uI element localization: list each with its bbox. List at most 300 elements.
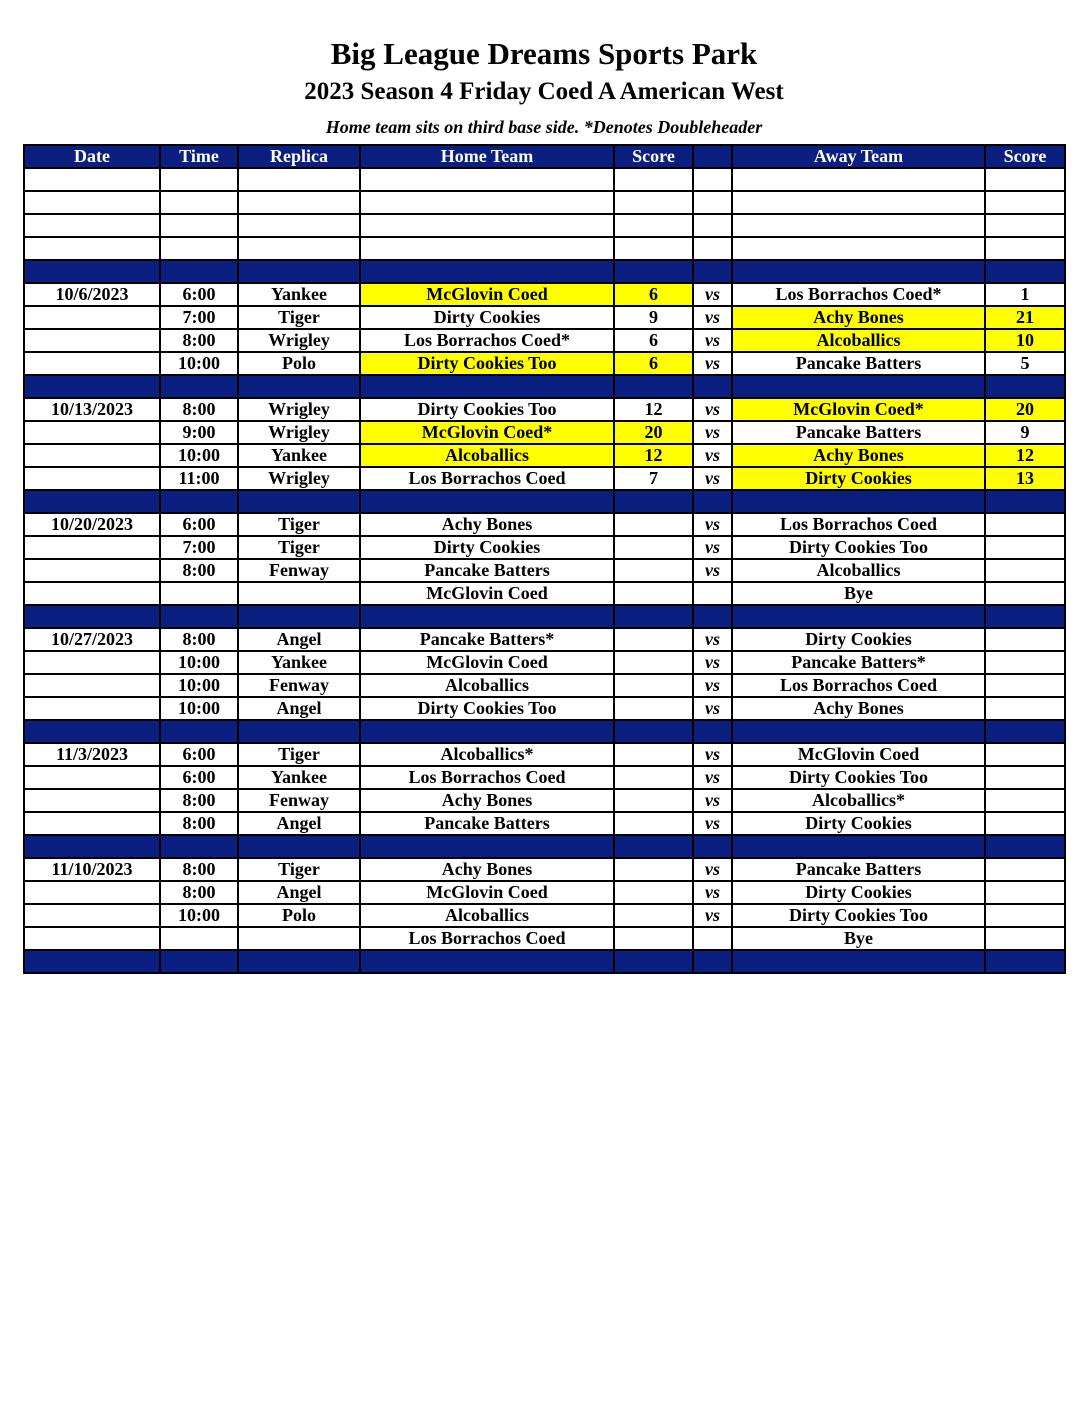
away-team-cell: Achy Bones bbox=[732, 306, 985, 329]
replica-cell: Angel bbox=[238, 628, 360, 651]
away-team-cell: McGlovin Coed* bbox=[732, 398, 985, 421]
time-cell: 8:00 bbox=[160, 398, 238, 421]
separator-row bbox=[24, 260, 1065, 283]
date-cell bbox=[24, 237, 160, 260]
replica-cell bbox=[238, 237, 360, 260]
home-score-cell bbox=[614, 628, 693, 651]
home-score-cell bbox=[614, 927, 693, 950]
vs-cell bbox=[693, 835, 732, 858]
game-row bbox=[24, 513, 1065, 536]
date-cell: 10/20/2023 bbox=[24, 513, 160, 536]
replica-cell bbox=[238, 720, 360, 743]
away-team-cell: Dirty Cookies bbox=[732, 812, 985, 835]
time-cell: 10:00 bbox=[160, 352, 238, 375]
home-score-cell bbox=[614, 536, 693, 559]
replica-cell: Wrigley bbox=[238, 467, 360, 490]
home-score-cell: 6 bbox=[614, 283, 693, 306]
vs-cell: vs bbox=[693, 789, 732, 812]
home-team-cell: Achy Bones bbox=[360, 789, 614, 812]
away-team-cell: Dirty Cookies bbox=[732, 467, 985, 490]
replica-cell bbox=[238, 582, 360, 605]
date-cell: 10/13/2023 bbox=[24, 398, 160, 421]
home-score-cell bbox=[614, 375, 693, 398]
home-team-cell: Los Borrachos Coed bbox=[360, 766, 614, 789]
vs-cell bbox=[693, 605, 732, 628]
home-team-cell bbox=[360, 950, 614, 973]
time-cell bbox=[160, 490, 238, 513]
away-score-cell bbox=[985, 651, 1065, 674]
time-cell bbox=[160, 835, 238, 858]
home-score-cell: 6 bbox=[614, 329, 693, 352]
home-team-cell: Los Borrachos Coed* bbox=[360, 329, 614, 352]
date-cell bbox=[24, 421, 160, 444]
home-team-cell bbox=[360, 835, 614, 858]
date-cell bbox=[24, 306, 160, 329]
replica-cell: Angel bbox=[238, 812, 360, 835]
home-team-cell: Dirty Cookies Too bbox=[360, 398, 614, 421]
home-score-cell bbox=[614, 858, 693, 881]
vs-cell: vs bbox=[693, 467, 732, 490]
away-score-cell bbox=[985, 720, 1065, 743]
home-team-cell: Achy Bones bbox=[360, 513, 614, 536]
home-score-cell: 7 bbox=[614, 467, 693, 490]
time-cell: 8:00 bbox=[160, 559, 238, 582]
replica-cell: Yankee bbox=[238, 651, 360, 674]
replica-cell bbox=[238, 490, 360, 513]
vs-cell: vs bbox=[693, 904, 732, 927]
home-team-cell: Los Borrachos Coed bbox=[360, 467, 614, 490]
home-team-cell bbox=[360, 260, 614, 283]
home-team-cell bbox=[360, 191, 614, 214]
vs-cell: vs bbox=[693, 628, 732, 651]
separator-row bbox=[24, 950, 1065, 973]
time-cell: 6:00 bbox=[160, 513, 238, 536]
vs-cell: vs bbox=[693, 766, 732, 789]
home-team-cell: Los Borrachos Coed bbox=[360, 927, 614, 950]
vs-cell: vs bbox=[693, 674, 732, 697]
game-row bbox=[24, 283, 1065, 306]
away-team-cell bbox=[732, 375, 985, 398]
time-cell bbox=[160, 605, 238, 628]
home-score-cell bbox=[614, 237, 693, 260]
schedule-note: Home team sits on third base side. *Denotes Doubleheader bbox=[325, 117, 763, 137]
home-score-cell bbox=[614, 582, 693, 605]
vs-cell bbox=[693, 490, 732, 513]
blank-row bbox=[24, 191, 1065, 214]
replica-cell: Yankee bbox=[238, 444, 360, 467]
time-cell: 6:00 bbox=[160, 743, 238, 766]
date-cell bbox=[24, 881, 160, 904]
date-cell bbox=[24, 490, 160, 513]
vs-cell: vs bbox=[693, 536, 732, 559]
game-row bbox=[24, 789, 1065, 812]
date-cell: 10/27/2023 bbox=[24, 628, 160, 651]
replica-cell: Yankee bbox=[238, 283, 360, 306]
home-score-cell bbox=[614, 743, 693, 766]
time-cell: 8:00 bbox=[160, 789, 238, 812]
home-team-cell: McGlovin Coed bbox=[360, 582, 614, 605]
separator-row bbox=[24, 490, 1065, 513]
vs-cell bbox=[693, 375, 732, 398]
home-team-cell: Dirty Cookies bbox=[360, 306, 614, 329]
replica-cell: Tiger bbox=[238, 743, 360, 766]
replica-cell bbox=[238, 375, 360, 398]
home-score-cell bbox=[614, 513, 693, 536]
vs-cell: vs bbox=[693, 858, 732, 881]
time-cell: 7:00 bbox=[160, 306, 238, 329]
home-score-cell bbox=[614, 605, 693, 628]
replica-cell: Tiger bbox=[238, 513, 360, 536]
away-team-cell: Achy Bones bbox=[732, 444, 985, 467]
replica-cell: Wrigley bbox=[238, 398, 360, 421]
page-subtitle: 2023 Season 4 Friday Coed A American West bbox=[304, 78, 784, 105]
separator-row bbox=[24, 720, 1065, 743]
home-team-cell: Pancake Batters bbox=[360, 812, 614, 835]
schedule-table bbox=[23, 144, 1066, 974]
time-cell: 10:00 bbox=[160, 697, 238, 720]
replica-cell bbox=[238, 950, 360, 973]
away-score-cell: 21 bbox=[985, 306, 1065, 329]
game-row bbox=[24, 766, 1065, 789]
vs-cell bbox=[693, 214, 732, 237]
home-score-cell bbox=[614, 904, 693, 927]
home-score-cell bbox=[614, 674, 693, 697]
home-team-cell bbox=[360, 605, 614, 628]
away-score-cell bbox=[985, 490, 1065, 513]
time-cell bbox=[160, 582, 238, 605]
date-cell bbox=[24, 697, 160, 720]
replica-cell bbox=[238, 191, 360, 214]
away-team-cell: Pancake Batters bbox=[732, 858, 985, 881]
away-team-cell: Los Borrachos Coed bbox=[732, 513, 985, 536]
time-cell bbox=[160, 191, 238, 214]
away-team-cell bbox=[732, 605, 985, 628]
away-score-cell bbox=[985, 260, 1065, 283]
date-cell bbox=[24, 789, 160, 812]
time-cell: 6:00 bbox=[160, 283, 238, 306]
away-team-cell bbox=[732, 260, 985, 283]
vs-cell: vs bbox=[693, 329, 732, 352]
game-row bbox=[24, 467, 1065, 490]
date-cell: 10/6/2023 bbox=[24, 283, 160, 306]
home-score-cell bbox=[614, 191, 693, 214]
date-cell bbox=[24, 812, 160, 835]
home-team-cell: Dirty Cookies Too bbox=[360, 352, 614, 375]
home-team-cell bbox=[360, 375, 614, 398]
home-team-cell bbox=[360, 168, 614, 191]
away-team-cell bbox=[732, 214, 985, 237]
replica-cell: Wrigley bbox=[238, 421, 360, 444]
time-cell bbox=[160, 237, 238, 260]
away-team-cell: Alcoballics bbox=[732, 329, 985, 352]
time-cell bbox=[160, 950, 238, 973]
home-score-cell bbox=[614, 950, 693, 973]
time-cell bbox=[160, 214, 238, 237]
away-team-cell: Achy Bones bbox=[732, 697, 985, 720]
home-score-cell: 6 bbox=[614, 352, 693, 375]
home-team-cell: McGlovin Coed bbox=[360, 283, 614, 306]
home-team-cell: Achy Bones bbox=[360, 858, 614, 881]
time-cell: 7:00 bbox=[160, 536, 238, 559]
away-score-cell: 20 bbox=[985, 398, 1065, 421]
date-cell bbox=[24, 950, 160, 973]
date-cell bbox=[24, 766, 160, 789]
date-cell bbox=[24, 605, 160, 628]
time-cell bbox=[160, 375, 238, 398]
separator-row bbox=[24, 605, 1065, 628]
vs-cell bbox=[693, 582, 732, 605]
away-score-cell bbox=[985, 927, 1065, 950]
home-score-cell bbox=[614, 720, 693, 743]
vs-cell: vs bbox=[693, 743, 732, 766]
date-cell bbox=[24, 444, 160, 467]
schedule-body bbox=[24, 168, 1065, 973]
date-cell bbox=[24, 191, 160, 214]
game-row bbox=[24, 444, 1065, 467]
time-cell: 8:00 bbox=[160, 858, 238, 881]
blank-row bbox=[24, 168, 1065, 191]
date-cell bbox=[24, 582, 160, 605]
header-replica: Replica bbox=[238, 145, 360, 168]
away-team-cell: McGlovin Coed bbox=[732, 743, 985, 766]
vs-cell: vs bbox=[693, 421, 732, 444]
away-team-cell bbox=[732, 168, 985, 191]
home-team-cell: McGlovin Coed bbox=[360, 651, 614, 674]
home-team-cell bbox=[360, 490, 614, 513]
home-score-cell: 9 bbox=[614, 306, 693, 329]
vs-cell bbox=[693, 191, 732, 214]
game-row bbox=[24, 306, 1065, 329]
away-score-cell: 13 bbox=[985, 467, 1065, 490]
vs-cell: vs bbox=[693, 697, 732, 720]
away-team-cell: Pancake Batters* bbox=[732, 651, 985, 674]
away-score-cell bbox=[985, 513, 1065, 536]
time-cell bbox=[160, 927, 238, 950]
away-score-cell bbox=[985, 858, 1065, 881]
time-cell: 8:00 bbox=[160, 812, 238, 835]
game-row bbox=[24, 398, 1065, 421]
time-cell: 10:00 bbox=[160, 674, 238, 697]
away-score-cell bbox=[985, 674, 1065, 697]
game-row bbox=[24, 812, 1065, 835]
away-score-cell bbox=[985, 168, 1065, 191]
away-score-cell bbox=[985, 559, 1065, 582]
home-team-cell: Pancake Batters* bbox=[360, 628, 614, 651]
vs-cell: vs bbox=[693, 651, 732, 674]
home-score-cell bbox=[614, 651, 693, 674]
time-cell: 11:00 bbox=[160, 467, 238, 490]
vs-cell bbox=[693, 168, 732, 191]
vs-cell: vs bbox=[693, 881, 732, 904]
time-cell: 10:00 bbox=[160, 651, 238, 674]
away-team-cell: Dirty Cookies Too bbox=[732, 536, 985, 559]
game-row bbox=[24, 881, 1065, 904]
away-team-cell bbox=[732, 191, 985, 214]
away-score-cell bbox=[985, 812, 1065, 835]
away-score-cell bbox=[985, 375, 1065, 398]
date-cell: 11/3/2023 bbox=[24, 743, 160, 766]
date-cell bbox=[24, 720, 160, 743]
time-cell: 6:00 bbox=[160, 766, 238, 789]
date-cell bbox=[24, 352, 160, 375]
away-score-cell bbox=[985, 789, 1065, 812]
replica-cell: Polo bbox=[238, 904, 360, 927]
away-team-cell: Alcoballics bbox=[732, 559, 985, 582]
game-row bbox=[24, 421, 1065, 444]
game-row bbox=[24, 536, 1065, 559]
away-score-cell bbox=[985, 237, 1065, 260]
home-score-cell: 20 bbox=[614, 421, 693, 444]
replica-cell bbox=[238, 605, 360, 628]
away-score-cell bbox=[985, 950, 1065, 973]
replica-cell: Tiger bbox=[238, 858, 360, 881]
date-cell bbox=[24, 536, 160, 559]
away-team-cell: Los Borrachos Coed* bbox=[732, 283, 985, 306]
away-score-cell bbox=[985, 214, 1065, 237]
separator-row bbox=[24, 835, 1065, 858]
date-cell bbox=[24, 168, 160, 191]
vs-cell: vs bbox=[693, 444, 732, 467]
vs-cell bbox=[693, 260, 732, 283]
home-score-cell bbox=[614, 881, 693, 904]
home-team-cell bbox=[360, 214, 614, 237]
time-cell: 8:00 bbox=[160, 628, 238, 651]
game-row bbox=[24, 628, 1065, 651]
game-row bbox=[24, 697, 1065, 720]
replica-cell bbox=[238, 835, 360, 858]
away-team-cell: Dirty Cookies Too bbox=[732, 904, 985, 927]
home-team-cell: McGlovin Coed* bbox=[360, 421, 614, 444]
game-row bbox=[24, 927, 1065, 950]
replica-cell: Tiger bbox=[238, 536, 360, 559]
time-cell: 8:00 bbox=[160, 881, 238, 904]
time-cell bbox=[160, 720, 238, 743]
replica-cell: Polo bbox=[238, 352, 360, 375]
replica-cell: Tiger bbox=[238, 306, 360, 329]
vs-cell: vs bbox=[693, 398, 732, 421]
away-team-cell: Dirty Cookies bbox=[732, 881, 985, 904]
away-score-cell bbox=[985, 582, 1065, 605]
date-cell bbox=[24, 674, 160, 697]
header-away-team: Away Team bbox=[732, 145, 985, 168]
header-time: Time bbox=[160, 145, 238, 168]
vs-cell: vs bbox=[693, 559, 732, 582]
date-cell bbox=[24, 329, 160, 352]
away-team-cell: Dirty Cookies bbox=[732, 628, 985, 651]
home-team-cell: McGlovin Coed bbox=[360, 881, 614, 904]
game-row bbox=[24, 582, 1065, 605]
home-team-cell: Dirty Cookies Too bbox=[360, 697, 614, 720]
header-home-team: Home Team bbox=[360, 145, 614, 168]
away-score-cell bbox=[985, 697, 1065, 720]
vs-cell bbox=[693, 950, 732, 973]
away-team-cell: Dirty Cookies Too bbox=[732, 766, 985, 789]
away-team-cell bbox=[732, 237, 985, 260]
game-row bbox=[24, 559, 1065, 582]
date-cell bbox=[24, 260, 160, 283]
vs-cell: vs bbox=[693, 352, 732, 375]
away-score-cell: 5 bbox=[985, 352, 1065, 375]
date-cell: 11/10/2023 bbox=[24, 858, 160, 881]
replica-cell: Wrigley bbox=[238, 329, 360, 352]
away-score-cell bbox=[985, 881, 1065, 904]
home-team-cell: Alcoballics bbox=[360, 674, 614, 697]
away-score-cell bbox=[985, 605, 1065, 628]
vs-cell bbox=[693, 237, 732, 260]
away-team-cell bbox=[732, 835, 985, 858]
home-team-cell: Pancake Batters bbox=[360, 559, 614, 582]
date-cell bbox=[24, 214, 160, 237]
date-cell bbox=[24, 904, 160, 927]
away-score-cell bbox=[985, 904, 1065, 927]
home-score-cell: 12 bbox=[614, 398, 693, 421]
away-score-cell bbox=[985, 835, 1065, 858]
date-cell bbox=[24, 835, 160, 858]
away-team-cell: Pancake Batters bbox=[732, 352, 985, 375]
game-row bbox=[24, 674, 1065, 697]
home-score-cell bbox=[614, 214, 693, 237]
home-score-cell: 12 bbox=[614, 444, 693, 467]
home-score-cell bbox=[614, 697, 693, 720]
home-score-cell bbox=[614, 260, 693, 283]
away-score-cell: 12 bbox=[985, 444, 1065, 467]
home-team-cell bbox=[360, 237, 614, 260]
vs-cell: vs bbox=[693, 812, 732, 835]
replica-cell: Fenway bbox=[238, 559, 360, 582]
home-score-cell bbox=[614, 835, 693, 858]
header-vs bbox=[693, 145, 732, 168]
replica-cell: Yankee bbox=[238, 766, 360, 789]
blank-row bbox=[24, 214, 1065, 237]
game-row bbox=[24, 858, 1065, 881]
replica-cell bbox=[238, 168, 360, 191]
away-score-cell bbox=[985, 191, 1065, 214]
game-row bbox=[24, 904, 1065, 927]
away-score-cell bbox=[985, 536, 1065, 559]
home-team-cell: Alcoballics bbox=[360, 444, 614, 467]
date-cell bbox=[24, 651, 160, 674]
away-team-cell: Pancake Batters bbox=[732, 421, 985, 444]
away-score-cell: 10 bbox=[985, 329, 1065, 352]
game-row bbox=[24, 651, 1065, 674]
vs-cell: vs bbox=[693, 283, 732, 306]
away-score-cell: 9 bbox=[985, 421, 1065, 444]
away-team-cell bbox=[732, 950, 985, 973]
header-away-score: Score bbox=[985, 145, 1065, 168]
replica-cell: Angel bbox=[238, 697, 360, 720]
away-team-cell: Alcoballics* bbox=[732, 789, 985, 812]
header-date: Date bbox=[24, 145, 160, 168]
replica-cell bbox=[238, 927, 360, 950]
away-team-cell bbox=[732, 490, 985, 513]
away-score-cell bbox=[985, 766, 1065, 789]
replica-cell: Fenway bbox=[238, 674, 360, 697]
away-team-cell: Bye bbox=[732, 927, 985, 950]
home-team-cell: Alcoballics bbox=[360, 904, 614, 927]
date-cell bbox=[24, 375, 160, 398]
date-cell bbox=[24, 467, 160, 490]
home-team-cell: Dirty Cookies bbox=[360, 536, 614, 559]
home-team-cell: Alcoballics* bbox=[360, 743, 614, 766]
time-cell: 10:00 bbox=[160, 904, 238, 927]
vs-cell: vs bbox=[693, 513, 732, 536]
away-team-cell bbox=[732, 720, 985, 743]
home-score-cell bbox=[614, 812, 693, 835]
home-score-cell bbox=[614, 766, 693, 789]
vs-cell bbox=[693, 927, 732, 950]
header-row bbox=[24, 145, 1065, 168]
game-row bbox=[24, 352, 1065, 375]
